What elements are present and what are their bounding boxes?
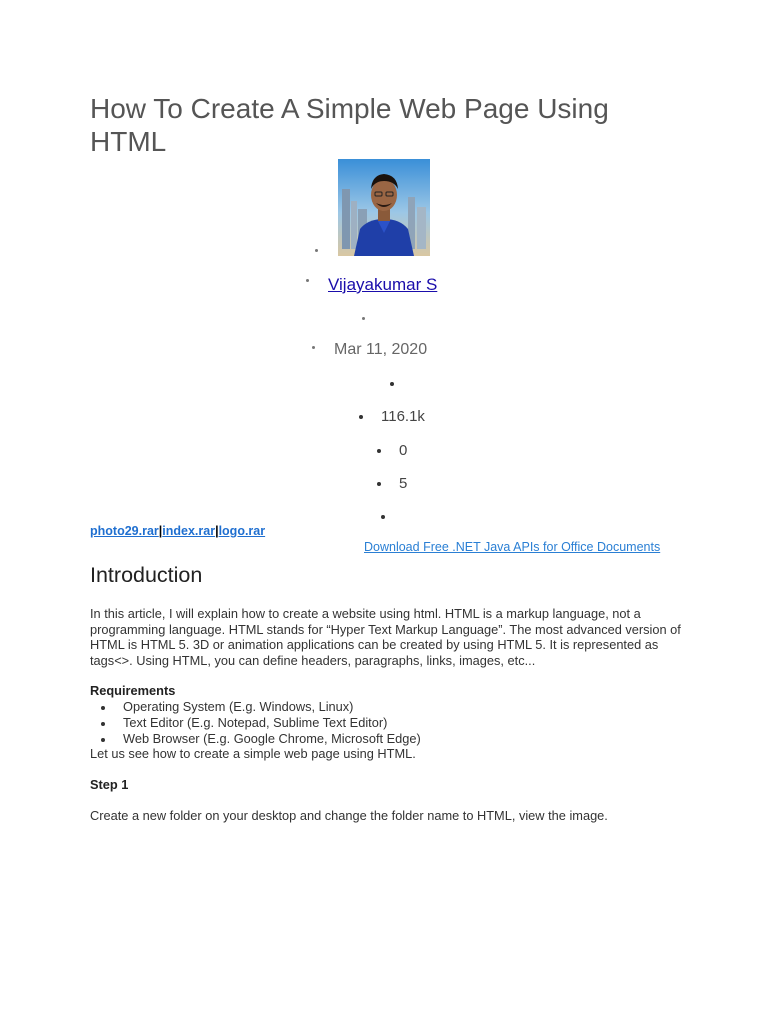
list-bullet (306, 279, 309, 282)
author-avatar[interactable] (338, 159, 430, 256)
list-bullet (362, 317, 365, 320)
article-title: How To Create A Simple Web Page Using HTML (90, 93, 609, 157)
section-heading: Introduction (90, 563, 203, 587)
list-item: Text Editor (E.g. Notepad, Sublime Text Editor) (90, 715, 421, 731)
requirements-label: Requirements (90, 683, 176, 698)
publish-date: Mar 11, 2020 (334, 341, 428, 358)
list-bullet (381, 515, 385, 519)
likes-count: 5 (399, 475, 408, 492)
requirements-list (90, 699, 421, 747)
list-bullet (377, 482, 381, 486)
author-name-link[interactable]: Vijayakumar S (328, 275, 438, 294)
views-count: 116.1k (381, 408, 425, 425)
step-label: Step 1 (90, 777, 129, 792)
attachment-link[interactable]: logo.rar (218, 524, 266, 538)
sponsored-link[interactable]: Download Free .NET Java APIs for Office Documents (364, 540, 661, 554)
list-item: Web Browser (E.g. Google Chrome, Microsoft Edge) (90, 731, 421, 747)
intro-paragraph: In this article, I will explain how to create a website using html. HTML is a markup language, not a programming language. HTML stands for “Hyper Text Markup Language”. The most advanced version of HTML is HTML 5. 3D or animation applications can be created by using HTML 5. It is represented as tags<>. Using HTML, you can define headers, paragraphs, links, images, etc... (90, 606, 681, 668)
list-bullet (359, 415, 363, 419)
list-bullet (315, 249, 318, 252)
author-photo (338, 159, 430, 256)
attachment-links (90, 524, 265, 538)
list-item: Operating System (E.g. Windows, Linux) (90, 699, 421, 715)
list-bullet (377, 449, 381, 453)
list-bullet (390, 382, 394, 386)
lead-in-text: Let us see how to create a simple web page using HTML. (90, 746, 416, 761)
list-bullet (312, 346, 315, 349)
attachment-link[interactable]: index.rar (162, 524, 216, 538)
step-text: Create a new folder on your desktop and change the folder name to HTML, view the image. (90, 808, 608, 823)
separator: | (158, 524, 163, 538)
attachment-link[interactable]: photo29.rar (90, 524, 159, 538)
separator: | (215, 524, 219, 538)
comments-count: 0 (399, 442, 408, 459)
